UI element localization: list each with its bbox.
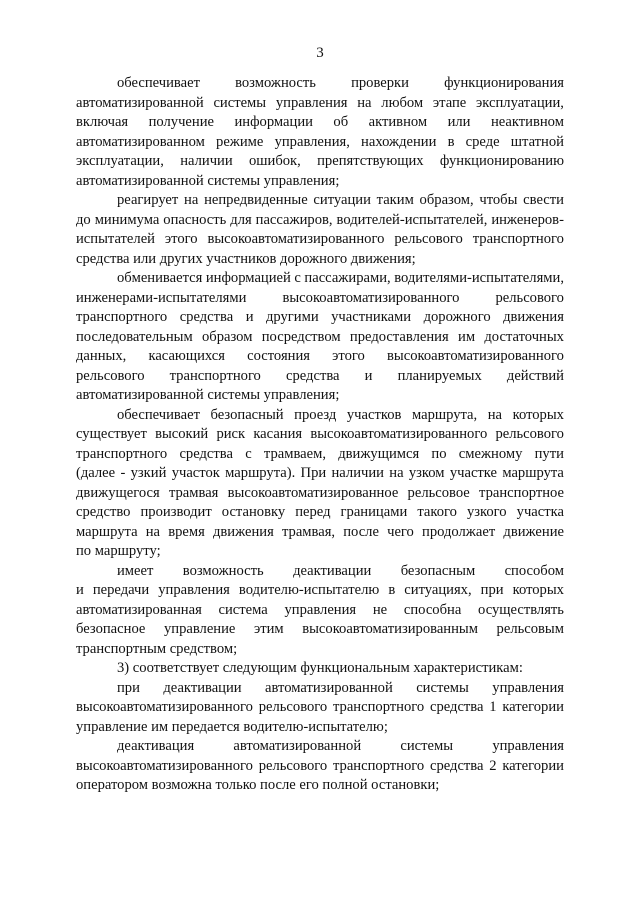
word: чего [387,523,414,540]
word: управления [158,582,230,598]
word: ситуациях, [404,582,472,598]
word: неактивном [490,114,564,130]
word: действий [506,367,564,384]
word: высокоавтоматизированным [302,621,478,637]
text-line [76,679,564,699]
word: об [333,114,349,130]
text-line [76,737,564,757]
word: трамваем, [263,445,326,462]
word: рельсового [258,699,328,715]
word: водителей-испытателей, [336,211,488,228]
word: высокоавтоматизированного [207,231,385,247]
text-line [76,620,564,640]
text-line: средства или других участников дорожного движения; [76,250,416,267]
word: ошибок, [248,153,301,169]
text-line [76,484,564,504]
word: ситуации [313,192,371,208]
word: не [372,601,388,618]
text-line [76,308,564,328]
word: движущимся [338,445,420,462]
word: наличии [331,465,384,481]
word: водителями-испытателями, [394,270,564,286]
text-line [76,289,564,309]
word: деактивации [293,562,372,579]
word: высокий [155,426,209,442]
word: высокоавтоматизированного [387,348,564,364]
word: при [480,582,504,598]
text-line [76,601,564,621]
word: этим [253,621,284,637]
text-line [76,698,564,718]
word: участке [449,465,498,481]
body-text [76,74,564,796]
word: таким [376,192,414,208]
word: способна [403,601,462,618]
word: получение [148,114,215,130]
word: инженерами-испытателями [76,289,247,306]
word: возможность [182,562,264,579]
word: участков [346,406,402,423]
word: автоматизированной [76,94,204,111]
word: и [245,309,254,325]
word: узком [408,465,445,481]
text-line [76,347,564,367]
word: в [388,582,396,598]
word: транспортного [332,699,425,715]
word: этого [164,231,198,247]
word: информации [234,114,313,130]
word: обеспечивает [117,406,200,423]
word: образом, [419,192,474,208]
word: автоматизированной [265,679,393,696]
text-line [76,503,564,523]
word: категории [502,757,564,774]
word: рельсового [394,231,463,247]
word: касания [253,426,303,442]
word: или [447,114,471,130]
word: после [343,523,379,540]
word: рельсовым [496,621,564,637]
word: способом [504,562,564,579]
word: безопасным [400,562,476,579]
word: на [184,192,199,208]
word: средства [179,309,234,325]
word: планируемых [397,367,482,384]
word: - [120,465,126,481]
word: транспортного [472,231,564,247]
word: узкого [466,504,507,520]
word: осуществлять [478,601,564,618]
word: информацией [205,270,291,286]
word: существует [76,426,147,442]
word: до [76,211,91,228]
text-line: по маршруту; [76,543,161,559]
word: управления, [274,133,350,150]
word: эксплуатации, [476,94,564,111]
word: инженеров- [491,211,564,228]
text-line [76,152,564,172]
word: пути [534,445,564,462]
word: деактивация [117,738,195,754]
word: системы [416,679,469,696]
word: управления [284,601,357,618]
word: участок [171,465,220,481]
word: другими [265,309,319,325]
word: по [431,445,447,462]
word: управления [275,94,348,111]
word: При [300,465,327,481]
word: с [294,270,301,286]
word: водителю-испытателю [238,582,380,598]
word: свести [523,192,564,208]
text-line [76,757,564,777]
text-line [76,191,564,211]
word: высокоавтоматизированного [282,289,460,306]
word: которых [512,406,564,423]
text-line [76,581,564,601]
word: обменивается [117,270,203,286]
word: узкий [130,465,167,481]
word: автоматизированная [76,601,202,618]
word: активном [368,114,428,130]
word: которых [512,582,564,598]
word: обеспечивает [117,75,200,91]
word: транспортного [332,757,425,774]
word: последовательным [76,328,193,345]
word: время [168,523,205,540]
word: деактивации [163,679,242,696]
word: пассажирами, [304,270,391,286]
word: производит [140,504,212,520]
word: безопасный [210,406,284,423]
text-line: управление им передается водителю-испытателю; [76,718,388,735]
word: этапе [432,94,467,111]
word: транспортного [76,309,168,325]
word: непредвиденные [204,192,308,208]
word: возможность [235,75,316,91]
word: имеет [117,562,154,579]
text-line [76,133,564,153]
word: рельсового [258,757,328,774]
word: нахождении [361,133,437,150]
word: испытателей [76,231,155,247]
word: образом [202,328,253,345]
word: состояния [247,348,310,364]
word: высокоавтоматизированного [310,426,488,442]
word: автоматизированной [233,738,362,754]
word: чтобы [479,192,518,208]
word: риск [216,426,246,442]
word: эксплуатации, [76,153,164,169]
text-line [76,367,564,387]
word: трамвая [168,484,219,501]
word: касающихся [148,348,225,364]
word: транспортное [479,484,564,501]
word: движение [503,523,564,540]
text-line: автоматизированной системы управления; [76,387,340,403]
text-line [76,464,564,484]
word: рельсовое [407,484,470,501]
word: дорожного [423,309,491,325]
word: и [364,367,373,384]
text-line: оператором возможна только после его полной остановки; [76,777,440,793]
word: пассажиров, [255,211,333,228]
word: функционирования [444,75,564,91]
word: данных, [76,348,127,364]
word: рельсового [76,367,145,384]
word: такого [417,504,457,520]
word: безопасное [76,621,146,637]
word: средства [285,367,340,384]
word: маршрута [76,523,138,540]
word: реагирует [117,192,179,208]
word: управление [163,621,236,637]
word: на [487,406,503,423]
text-line: транспортным средством; [76,640,238,657]
word: рельсового [495,289,564,306]
word: средства [429,699,484,715]
word: смежному [458,445,523,462]
word: опасность [163,211,227,228]
word: маршрута, [411,406,478,423]
word: достаточных [484,328,564,345]
word: продолжает [422,523,496,540]
text-line: 3) соответствует следующим функциональным характеристикам: [117,660,523,676]
word: режиме [216,133,264,150]
word: среде [465,133,500,150]
word: транспортного [76,445,168,462]
word: управления [492,738,564,754]
word: для [230,211,252,228]
word: им [458,328,476,345]
word: минимума [94,211,160,228]
word: на [389,465,404,481]
text-line [76,94,564,114]
word: с [245,445,252,462]
word: перед [295,504,331,520]
word: транспортного [169,367,261,384]
text-line [76,445,564,465]
text-line [76,425,564,445]
text-line [76,211,564,231]
word: любом [381,94,424,111]
word: на [357,94,372,111]
word: наличии [180,153,233,169]
word: при [117,679,140,696]
word: остановку [221,504,286,520]
word: движущегося [76,484,160,501]
text-line: автоматизированной системы управления; [76,172,340,189]
word: и [76,582,84,598]
word: системы [400,738,454,754]
word: проезд [294,406,337,423]
word: предоставления [349,328,449,345]
word: 2 [489,757,497,774]
word: средства [429,757,484,774]
word: (далее [76,465,116,481]
word: категории [502,699,564,715]
word: средство [76,504,131,520]
word: движения [212,523,274,540]
word: система [218,601,268,618]
word: функционированию [439,153,564,169]
word: участка [516,504,564,520]
text-line [76,113,564,133]
word: трамвая, [281,523,336,540]
word: движения [503,309,564,325]
word: посредством [261,328,341,345]
word: высокоавтоматизированного [76,699,253,715]
word: маршрута). [225,465,296,481]
text-line [76,230,564,250]
word: на [145,523,161,540]
text-line [76,269,564,289]
text-line [76,406,564,426]
word: маршрута [502,465,564,481]
word: управления [492,679,564,696]
word: 1 [489,699,497,715]
text-line [76,562,564,582]
word: этого [332,348,365,364]
word: средства [179,445,233,462]
word: в [447,133,455,150]
word: автоматизированном [76,133,205,150]
page-number: 3 [316,45,324,61]
word: препятствующих [317,153,424,169]
word: участниками [331,309,412,325]
word: рельсового [495,426,564,442]
word: границами [340,504,408,520]
word: штатной [510,133,564,150]
text-line [76,328,564,348]
word: передачи [92,582,150,598]
word: высокоавтоматизированное [227,484,399,501]
word: высокоавтоматизированного [76,757,253,774]
word: системы [213,94,267,111]
text-line [76,74,564,94]
word: включая [76,114,129,130]
text-line [76,523,564,543]
word: проверки [351,75,409,91]
